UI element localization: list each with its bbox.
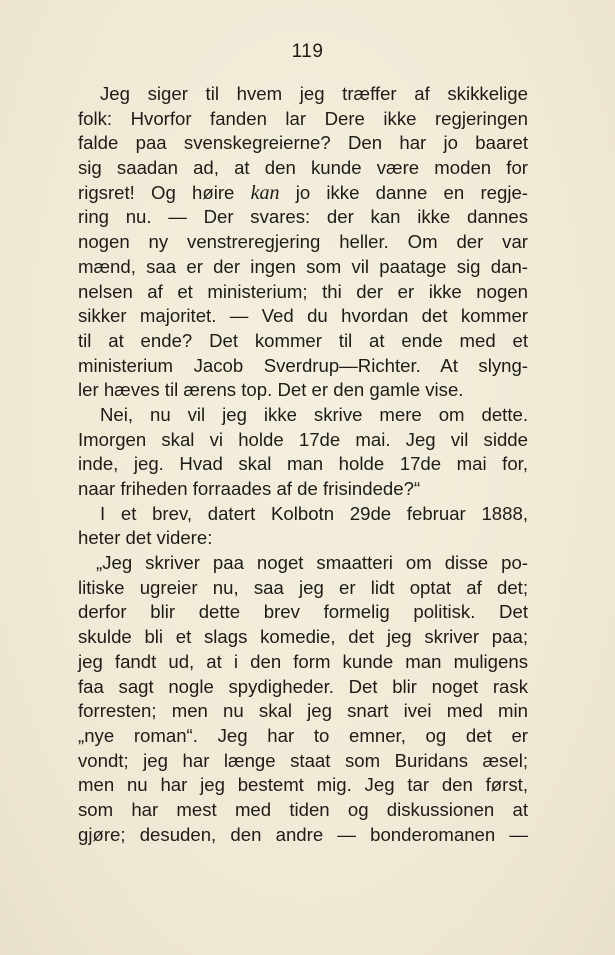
text-fragment: rigsret! Og høire bbox=[78, 181, 251, 203]
text-line: til at ende? Det kommer til at ende med et bbox=[78, 329, 528, 351]
text-line: forresten; men nu skal jeg snart ivei med min bbox=[78, 700, 528, 722]
text-line: litiske ugreier nu, saa jeg er lidt optat af det; bbox=[78, 576, 528, 598]
text-line: Nei, nu vil jeg ikke skrive mere om dette. bbox=[100, 403, 528, 425]
text-line: I et brev, datert Kolbotn 29de februar 1888, bbox=[100, 502, 528, 524]
text-line: folk: Hvorfor fanden lar Dere ikke regjeringen bbox=[78, 107, 528, 129]
text-line: som har mest med tiden og diskussionen at bbox=[78, 798, 528, 820]
text-line: faa sagt nogle spydigheder. Det blir noget rask bbox=[78, 675, 528, 697]
text-line: ministerium Jacob Sverdrup—Richter. At slyng- bbox=[78, 354, 528, 376]
text-line: inde, jeg. Hvad skal man holde 17de mai for, bbox=[78, 453, 528, 475]
text-line: ler hæves til ærens top. Det er den gamle vise. bbox=[78, 379, 464, 401]
text-line: Jeg siger til hvem jeg træffer af skikkelige bbox=[100, 83, 528, 104]
text-line: falde paa svenskegreierne? Den har jo baaret bbox=[78, 132, 528, 154]
text-line: „nye roman“. Jeg har to emner, og det er bbox=[78, 724, 528, 746]
body-text bbox=[78, 82, 528, 847]
text-line: derfor blir dette brev formelig politisk. Det bbox=[78, 601, 528, 623]
text-line: sig saadan ad, at den kunde være moden for bbox=[78, 157, 528, 179]
text-line: men nu har jeg bestemt mig. Jeg tar den først, bbox=[78, 774, 528, 796]
italic-word: kan bbox=[250, 181, 280, 204]
text-line: vondt; jeg har længe staat som Buridans æsel; bbox=[78, 749, 528, 771]
text-line: heter det videre: bbox=[78, 527, 213, 549]
text-line: skulde bli et slags komedie, det jeg skriver paa; bbox=[78, 626, 528, 648]
text-line: nelsen af et ministerium; thi der er ikke nogen bbox=[78, 280, 528, 302]
text-line: Imorgen skal vi holde 17de mai. Jeg vil sidde bbox=[78, 428, 528, 450]
text-fragment: jo ikke danne en regje- bbox=[279, 181, 528, 203]
text-line: naar friheden forraades af de frisindede?“ bbox=[78, 478, 421, 499]
text-line: sikker majoritet. — Ved du hvordan det kommer bbox=[78, 305, 528, 327]
text-line: gjøre; desuden, den andre — bonderomanen — bbox=[78, 823, 528, 845]
text-line: ring nu. — Der svares: der kan ikke dannes bbox=[78, 206, 528, 228]
text-line: mænd, saa er der ingen som vil paatage sig dan- bbox=[78, 255, 528, 277]
text-line: jeg fandt ud, at i den form kunde man muligens bbox=[78, 650, 528, 672]
text-line: „Jeg skriver paa noget smaatteri om disse po- bbox=[96, 552, 528, 574]
text-line: nogen ny venstreregjering heller. Om der var bbox=[78, 231, 528, 253]
text-line bbox=[78, 181, 528, 206]
page-number: 119 bbox=[291, 41, 324, 62]
